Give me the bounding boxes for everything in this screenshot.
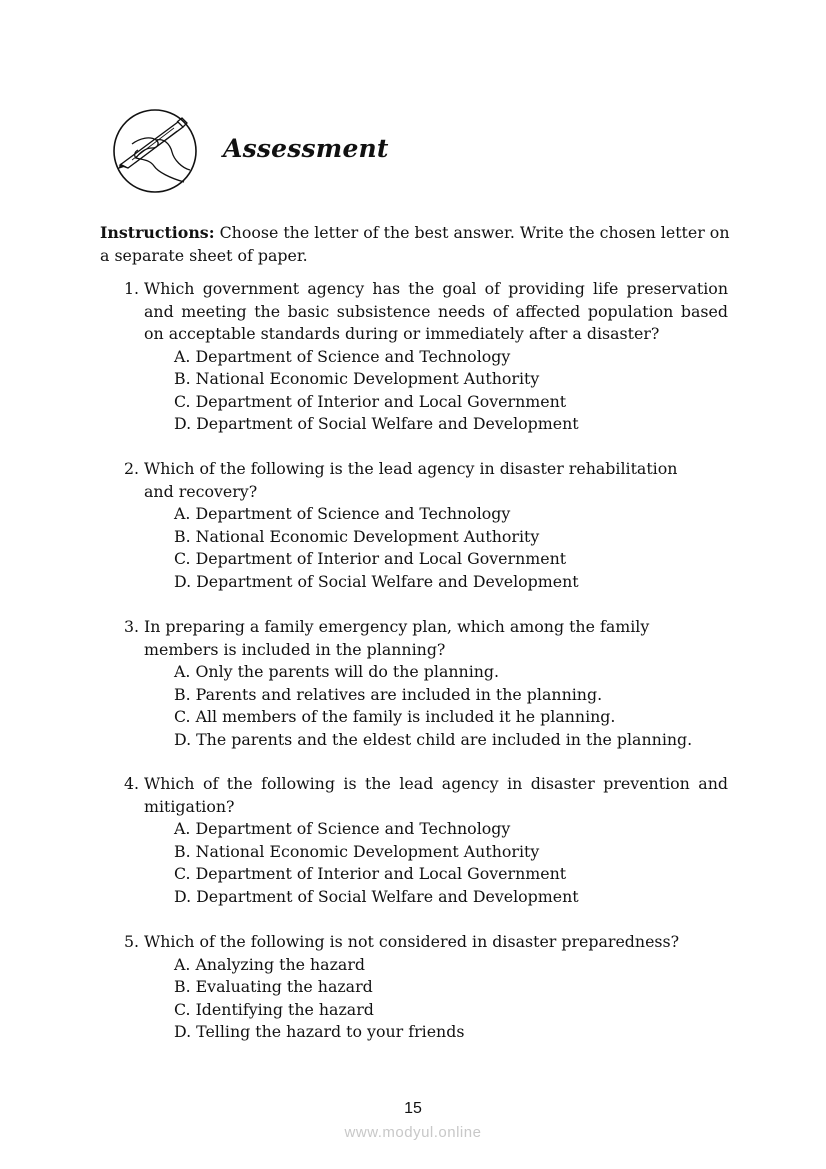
option-b: B. Parents and relatives are included in the planning. — [174, 684, 603, 704]
option-a: A. Only the parents will do the planning. — [174, 662, 500, 681]
option-c: C. Department of Interior and Local Government — [174, 391, 567, 411]
hand-writing-pencil-icon — [112, 108, 198, 194]
option-b: B. National Economic Development Authority — [174, 526, 540, 546]
question-text: Which of the following is the lead agency in disaster prevention and mitigation? — [144, 774, 728, 816]
instructions — [100, 222, 740, 267]
option-c: C. Department of Interior and Local Government — [174, 549, 567, 568]
option-b: B. National Economic Development Authority — [174, 369, 540, 388]
instructions-label: Instructions: — [100, 223, 215, 242]
question-1 — [124, 278, 728, 436]
option-a: A. Department of Science and Technology — [174, 504, 511, 523]
option-b: B. National Economic Development Authority — [174, 841, 540, 861]
option-c: C. All members of the family is included it he planning. — [174, 707, 616, 726]
option-c: C. Identifying the hazard — [174, 999, 374, 1019]
question-text: Which of the following is not considered in disaster preparedness? — [144, 932, 680, 951]
question-number: 3. — [124, 617, 140, 636]
page-number: 15 — [404, 1100, 422, 1117]
question-text: In preparing a family emergency plan, which among the family members is included in the planning? — [144, 617, 650, 659]
option-d: D. Telling the hazard to your friends — [174, 1022, 465, 1041]
question-text: Which government agency has the goal of providing life preservation and meeting the basic subsistence needs of affected population based on acceptable standards during or immediately after a disaster? — [144, 279, 728, 343]
question-number: 4. — [124, 774, 140, 793]
section-header — [112, 108, 198, 194]
question-2 — [124, 458, 728, 593]
instructions-text: Choose the letter of the best answer. Write the chosen letter on a separate sheet of paper. — [100, 223, 730, 265]
option-d: D. Department of Social Welfare and Development — [174, 571, 579, 591]
question-3 — [124, 616, 728, 751]
option-d: D. The parents and the eldest child are included in the planning. — [174, 729, 693, 749]
watermark: www.modyul.online — [344, 1124, 482, 1141]
option-c: C. Department of Interior and Local Government — [174, 864, 567, 883]
option-d: D. Department of Social Welfare and Development — [174, 414, 579, 433]
question-5 — [124, 931, 728, 1044]
question-number: 1. — [124, 279, 140, 298]
question-number: 2. — [124, 459, 140, 478]
page-title: Assessment — [223, 134, 389, 163]
option-a: A. Department of Science and Technology — [174, 819, 511, 838]
question-text: Which of the following is the lead agency in disaster rehabilitation and recovery? — [144, 459, 678, 501]
option-a: A. Analyzing the hazard — [174, 954, 365, 974]
option-a: A. Department of Science and Technology — [174, 346, 511, 366]
option-b: B. Evaluating the hazard — [174, 977, 373, 996]
option-d: D. Department of Social Welfare and Development — [174, 886, 579, 906]
question-number: 5. — [124, 932, 140, 951]
question-4 — [124, 773, 728, 908]
